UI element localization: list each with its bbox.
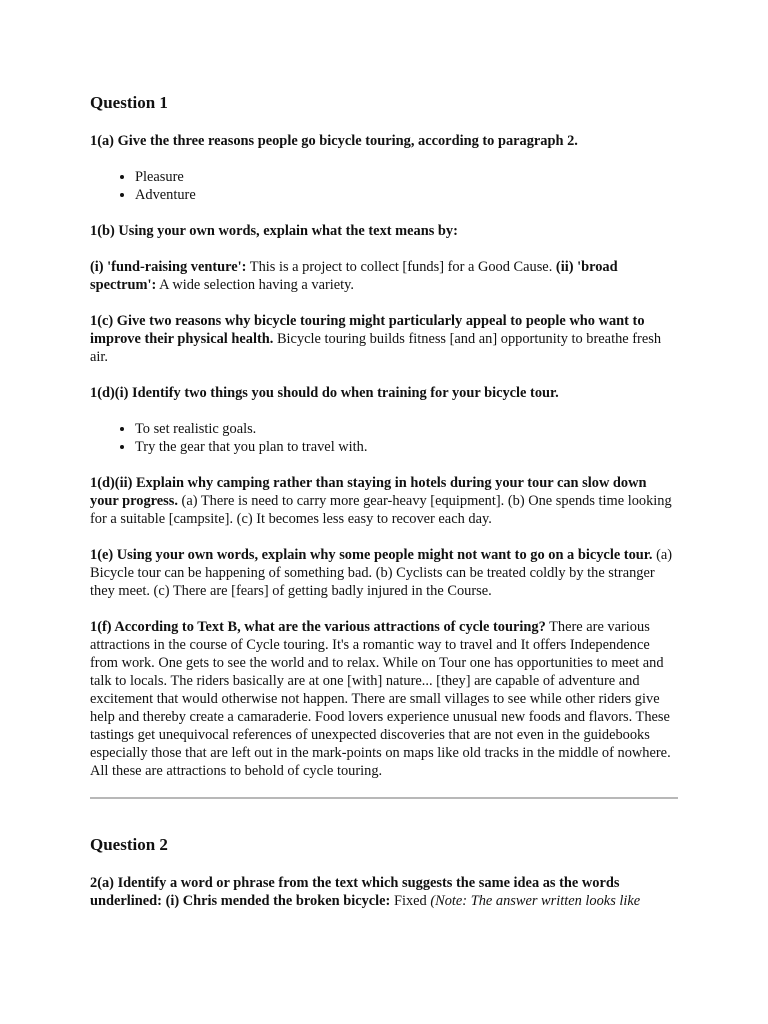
q1b-answer-block [90,258,678,294]
list-item: • Adventure [135,186,678,204]
q1f-prompt: 1(f) According to Text B, what are the various attractions of cycle touring? [90,619,546,635]
q1dii-block [90,474,678,528]
q1a-block [90,132,678,150]
q1c-answer: Bicycle touring builds fitness [and an] opportunity to breathe fresh air. [90,331,662,365]
question-2-heading: Question 2 [90,835,168,854]
q1e-block [90,546,678,600]
q1a-prompt: 1(a) Give the three reasons people go bicycle touring, according to paragraph 2. [90,133,578,149]
q2a-block [90,874,678,910]
q1di-block [90,384,678,402]
q1b-block [90,222,678,240]
q1c-prompt: 1(c) Give two reasons why bicycle touring might particularly appeal to people who want to improve their physical health. [90,313,645,347]
q1c-block [90,312,678,366]
list-item: • To set realistic goals. [135,420,678,438]
q1b-i-answer: This is a project to collect [funds] for a Good Cause. [246,259,556,275]
q2a-answer: Fixed [390,893,431,909]
q1e-prompt: 1(e) Using your own words, explain why some people might not want to go on a bicycle tour. [90,547,653,563]
q1di-list [90,420,678,456]
q2a-prompt: 2(a) Identify a word or phrase from the text which suggests the same idea as the words underlined: (i) Chris mended the broken bicycle: [90,875,620,909]
q1b-ii-answer: A wide selection having a variety. [156,277,355,293]
q1dii-answer: (a) There is need to carry more gear-heavy [equipment]. (b) One spends time looking for a suitable [campsite]. (c) It becomes less easy to recover each day. [90,493,672,527]
q1b-i-label: (i) 'fund-raising venture': [90,259,247,275]
q1a-list [90,168,678,204]
q1di-prompt: 1(d)(i) Identify two things you should do when training for your bicycle tour. [90,385,559,401]
document-page [90,92,678,910]
q1f-block [90,618,678,780]
q1e-answer: (a) Bicycle tour can be happening of something bad. (b) Cyclists can be treated coldly by the stranger they meet. (c) There are [fears] of getting badly injured in the Course. [90,547,673,599]
question-1-heading: Question 1 [90,93,168,112]
q1b-ii-label: (ii) 'broad spectrum': [90,259,618,293]
list-item: • Try the gear that you plan to travel with. [135,438,678,456]
q1dii-prompt: 1(d)(ii) Explain why camping rather than staying in hotels during your tour can slow down your progress. [90,475,647,509]
section-divider [90,797,678,799]
q2a-note: (Note: The answer written looks like [430,893,641,909]
list-item: • Pleasure [135,168,678,186]
q1b-prompt: 1(b) Using your own words, explain what the text means by: [90,223,458,239]
q1f-answer: There are various attractions in the course of Cycle touring. It's a romantic way to travel and It offers Independence from work. One gets to see the world and to relax. While on Tour one has opportunities to meet and talk to locals. The riders basically are at one [with] nature... [they] are capable of adventure and excitement that would otherwise not happen. There are small villages to see while other riders give help and thereby create a camaraderie. Food lovers experience unusual new foods and flavors. These tastings get unequivocal references of unexpected discoveries that are not even in the guidebooks especially those that are left out in the mark-points on maps like old tracks in the middle of nowhere. All these are attractions to behold of cycle touring. [90,619,671,779]
